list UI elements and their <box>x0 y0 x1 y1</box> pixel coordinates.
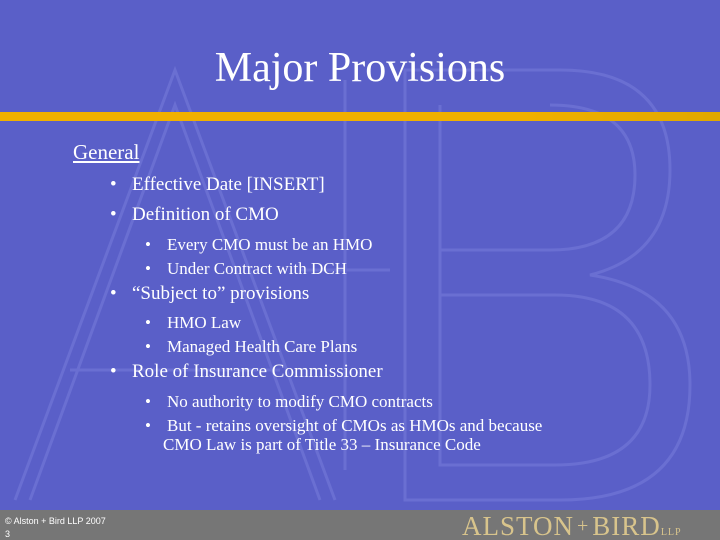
logo-separator: + <box>577 515 590 537</box>
sub-list-item <box>145 235 372 255</box>
list-item-text: Effective Date [INSERT] <box>132 174 325 195</box>
bullet-icon: • <box>145 416 151 435</box>
bullet-icon: • <box>145 259 151 278</box>
list-item-text: “Subject to” provisions <box>132 283 310 304</box>
sub-list-item <box>145 259 347 279</box>
bullet-icon: • <box>145 235 151 254</box>
sub-list-item <box>145 313 241 333</box>
bullet-icon: • <box>110 174 117 195</box>
sub-list-item-text: Every CMO must be an HMO <box>167 235 373 254</box>
slide-title: Major Provisions <box>214 45 506 91</box>
logo-llp: LLP <box>660 527 682 538</box>
copyright-text: © Alston + Bird LLP 2007 <box>5 516 106 526</box>
bullet-icon: • <box>145 392 151 411</box>
alston-bird-logo <box>462 511 682 539</box>
title-underline-bar <box>0 112 720 121</box>
logo-word-alston: ALSTON <box>462 511 575 540</box>
sub-list-item <box>145 392 433 412</box>
list-item-text: Role of Insurance Commissioner <box>132 361 383 382</box>
sub-list-item-text: HMO Law <box>167 313 242 332</box>
sub-list-item-continuation: CMO Law is part of Title 33 – Insurance Code <box>163 435 481 454</box>
sub-list-item <box>145 416 542 436</box>
section-heading: General <box>73 140 140 164</box>
bullet-icon: • <box>145 313 151 332</box>
list-item-text: Definition of CMO <box>132 204 279 225</box>
sub-list-item-text: No authority to modify CMO contracts <box>167 392 433 411</box>
sub-list-item-text: Under Contract with DCH <box>167 259 347 278</box>
bullet-icon: • <box>110 204 117 225</box>
list-item <box>110 174 325 196</box>
sub-list-item-text: But - retains oversight of CMOs as HMOs and because <box>167 416 543 435</box>
bullet-icon: • <box>110 283 117 304</box>
sub-list-item-text: Managed Health Care Plans <box>167 337 358 356</box>
footer-bar <box>0 510 720 540</box>
bullet-icon: • <box>145 337 151 356</box>
logo-word-bird: BIRD <box>592 511 661 540</box>
bullet-icon: • <box>110 361 117 382</box>
list-item <box>110 283 309 305</box>
list-item <box>110 204 279 226</box>
page-number: 3 <box>5 529 11 539</box>
list-item <box>110 361 383 383</box>
sub-list-item <box>145 337 357 357</box>
